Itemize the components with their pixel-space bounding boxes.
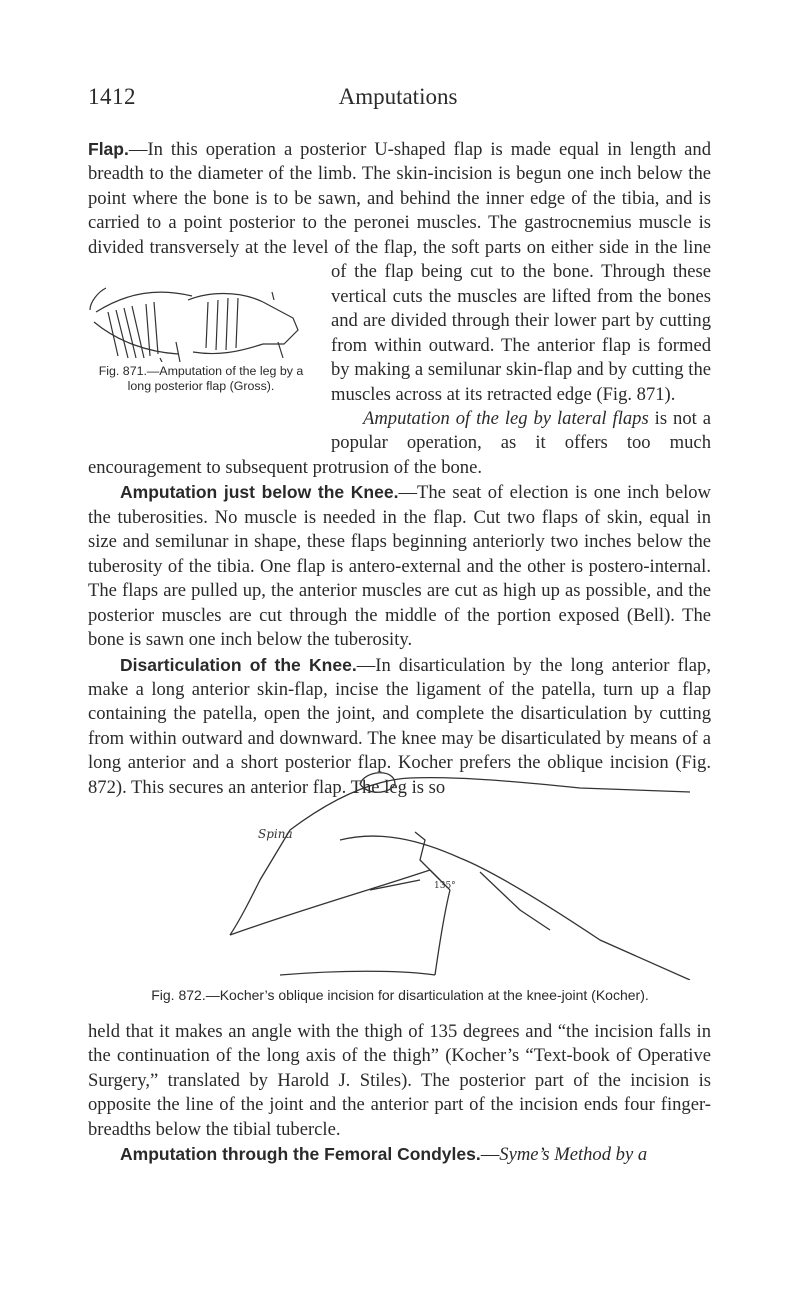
- running-title: Amputations: [338, 84, 458, 109]
- lateral-flaps-italic: Amputation of the leg by lateral flaps: [363, 407, 649, 429]
- flap-text: —In this operation a posterior U-shaped flap is made equal in length and breadth to the diameter of the limb. The skin-incision is begun one inch below the point where the bone is to be sawn, and behind the inner edge of the tibia, and is carried to a point posterior to the peronei muscles. The gastrocnemius muscle is divided transversely at the level of the flap, the soft parts on either side in the line of the flap being cut to the bone. Through these vertical cuts the muscles are lifted from the bones and are divided through their lower part by cutting from within outward. The anterior flap is formed by making a semilunar skin-flap and by cutting the muscles across at its retracted edge (Fig. 871).: [88, 139, 711, 405]
- below-knee-text: —The seat of election is one inch below the tuberosities. No muscle is needed in the flap. Cut two flaps of skin, equal in size and semilunar in shape, these flaps beginning anteriorly two inches below the tuberosity of the tibia. One flap is antero-external and the other is postero-internal. The flaps are pulled up, the anterior muscles are cut as high up as possible, and the posterior muscles are cut through the middle of the portion exposed (Bell). The bone is sawn one inch below the tuberosity.: [88, 482, 711, 651]
- figure-871-leg-posterior-flap: [88, 282, 310, 362]
- running-header: [88, 84, 708, 114]
- figure-872-label-angle: 135°: [434, 881, 456, 891]
- page-number: 1412: [88, 84, 136, 109]
- main-text: [88, 137, 711, 800]
- femoral-dash: —: [480, 1144, 500, 1166]
- figure-872-label-spina: Spina: [258, 827, 293, 841]
- figure-872-knee-oblique-incision: [220, 770, 700, 980]
- heading-below-knee: Amputation just below the Knee.: [120, 482, 399, 503]
- paragraph-continuation: held that it makes an angle with the thigh of 135 degrees and “the incision falls in the continuation of the long axis of the thigh” (Kocher’s “Text-book of Operative Surgery,” translated by Harold J. Stiles). The posterior part of the incision is opposite the line of the joint and the anterior part of the incision ends four finger-breadths below the tibial tubercle.: [88, 1021, 711, 1140]
- heading-flap: Flap.: [88, 139, 129, 159]
- lateral-flaps-text: is not a popular operation, as it offers too much encouragement to subsequent protrusion of the bone.: [88, 407, 711, 478]
- continued-text: [88, 1020, 711, 1168]
- femoral-italic: Syme’s Method by a: [499, 1144, 648, 1166]
- heading-disarticulation: Disarticulation of the Knee.: [120, 654, 357, 675]
- figure-872-caption: Fig. 872.—Kocher’s oblique incision for disarticulation at the knee-joint (Kocher).: [151, 987, 649, 1003]
- heading-femoral-condyles: Amputation through the Femoral Condyles.: [120, 1144, 481, 1165]
- paragraph-femoral-condyles: [88, 1142, 711, 1167]
- figure-871-caption: Fig. 871.—Amputation of the leg by a long posterior flap (Gross).: [98, 364, 304, 393]
- disarticulation-text: —In disarticulation by the long anterior flap, make a long anterior skin-flap, incise the ligament of the patella, turn up a flap containing the patella, open the joint, and complete the disarticulation by cutting from within outward and downward. The knee may be disarticulated by means of a long anterior and a short posterior flap. Kocher prefers the oblique incision (Fig. 872). This secures an anterior flap. The leg is so: [88, 654, 711, 798]
- paragraph-below-knee: [88, 480, 711, 652]
